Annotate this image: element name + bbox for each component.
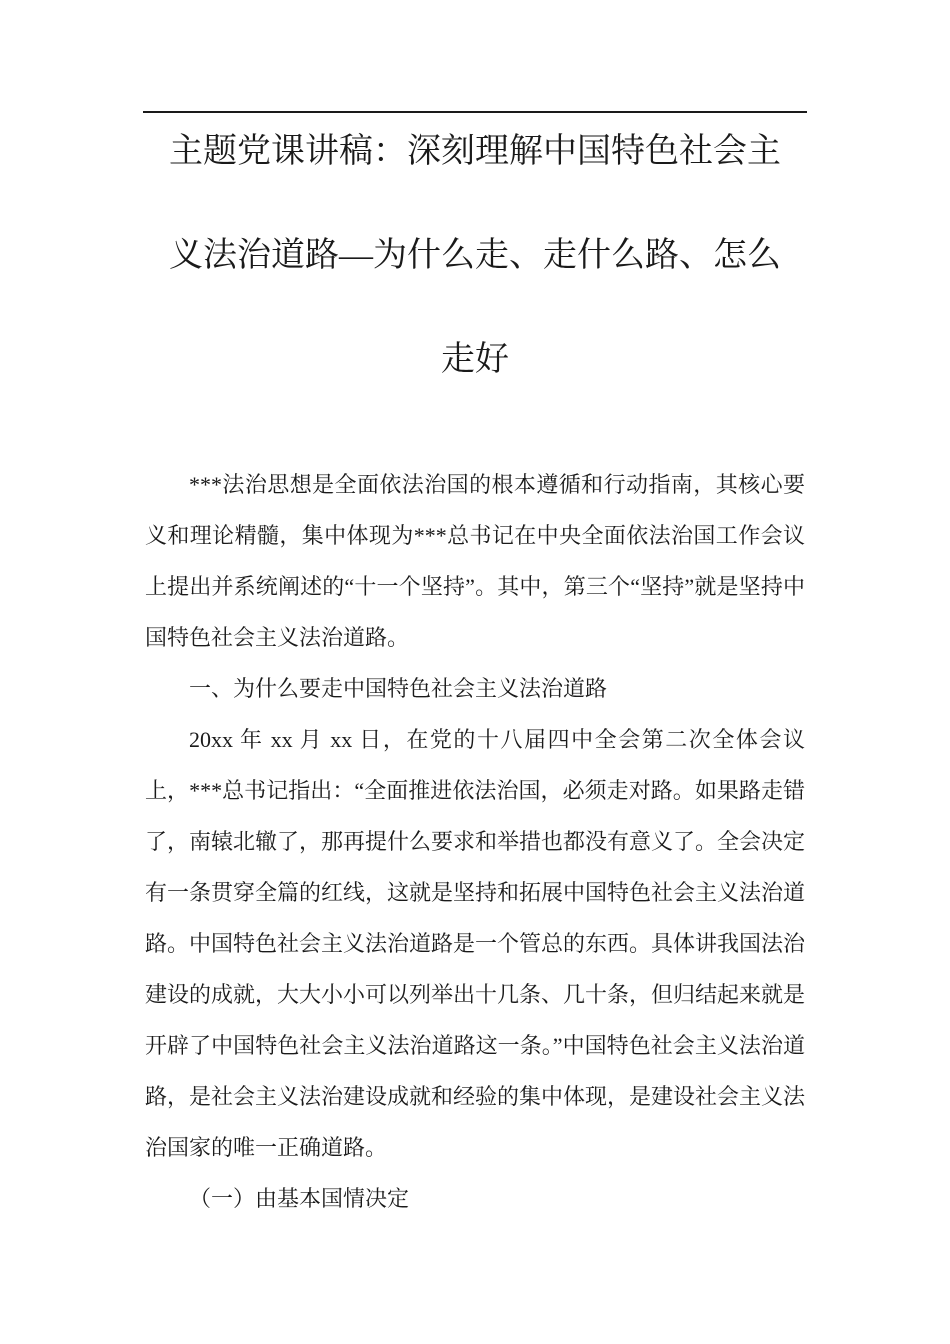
title-line-3: 走好 [441,341,509,378]
title-line-1: 主题党课讲稿：深刻理解中国特色社会主 [169,133,781,170]
paragraph-intro: ***法治思想是全面依法治国的根本遵循和行动指南，其核心要义和理论精髓，集中体现为***总书记在中央全面依法治国工作会议上提出并系统阐述的“十一个坚持”。其中，第三个“坚持”就是坚持中国特色社会主义法治道路。 [145,472,805,650]
section-heading-1-1: （一）由基本国情决定 [189,1186,410,1211]
paragraph-section-1: 20xx 年 xx 月 xx 日，在党的十八届四中全会第二次全体会议上，***总书记指出：“全面推进依法治国，必须走对路。如果路走错了，南辕北辙了，那再提什么要求和举措也都没有意义了。全会决定有一条贯穿全篇的红线，这就是坚持和拓展中国特色社会主义法治道路。中国特色社会主义法治道路是一个管总的东西。具体讲我国法治建设的成就，大大小小可以列举出十几条、几十条，但归结起来就是开辟了中国特色社会主义法治道路这一条。”中国特色社会主义法治道路，是社会主义法治建设成就和经验的集中体现，是建设社会主义法治国家的唯一正确道路。 [145,727,806,1160]
document-body [145,459,805,1224]
section-heading-1: 一、为什么要走中国特色社会主义法治道路 [189,676,608,701]
title-line-2: 义法治道路—为什么走、走什么路、怎么 [169,237,781,274]
document-title [143,100,807,412]
